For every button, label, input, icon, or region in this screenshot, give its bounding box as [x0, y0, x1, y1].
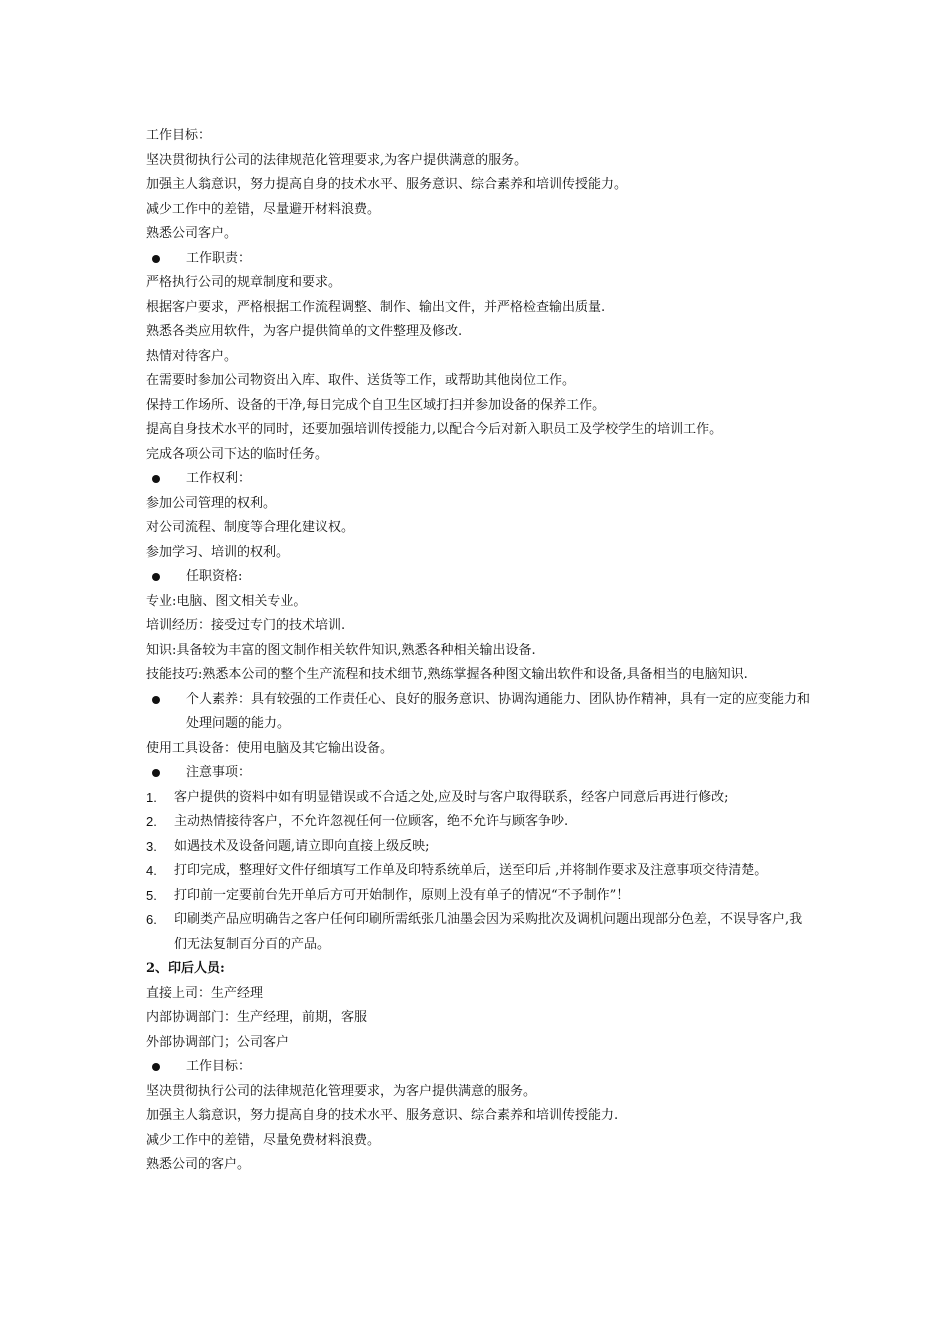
note-item — [146, 908, 814, 957]
note-text: 印刷类产品应明确告之客户任何印刷所需纸张几油墨会因为采购批次及调机问题出现部分色差，不误导客户,我们无法复制百分百的产品。 — [174, 912, 803, 952]
qualification-line: 技能技巧:熟悉本公司的整个生产流程和技术细节,熟练掌握各种图文输出软件和设备,具备相当的电脑知识. — [146, 667, 748, 682]
qualification-line: 培训经历：接受过专门的技术培训. — [146, 618, 346, 633]
bullet-dot-icon — [152, 696, 160, 704]
goals-heading-2 — [146, 1055, 814, 1080]
goal-line: 加强主人翁意识，努力提高自身的技术水平、服务意识、综合素养和培训传授能力。 — [146, 177, 628, 192]
note-number: 6. — [146, 912, 157, 927]
duty-line: 保持工作场所、设备的干净,每日完成个自卫生区域打扫并参加设备的保养工作。 — [146, 397, 606, 413]
qualification-line: 知识:具备较为丰富的图文制作相关软件知识,熟悉各种相关输出设备. — [146, 642, 536, 658]
goals-heading-2-text: 工作目标： — [186, 1059, 252, 1074]
goal-line: 减少工作中的差错，尽量免费材料浪费。 — [146, 1132, 381, 1148]
duty-line: 热情对待客户。 — [146, 348, 238, 364]
note-number: 5. — [146, 887, 157, 903]
note-text: 如遇技术及设备问题,请立即向直接上级反映; — [174, 838, 430, 854]
bullet-dot-icon — [152, 769, 160, 777]
note-item — [146, 810, 814, 835]
rights-heading — [146, 467, 814, 492]
duty-line: 完成各项公司下达的临时任务。 — [146, 446, 329, 462]
duty-line: 熟悉各类应用软件，为客户提供简单的文件整理及修改. — [146, 324, 463, 339]
duty-line: 提高自身技术水平的同时，还要加强培训传授能力,以配合今后对新入职员工及学校学生的培训工作。 — [146, 422, 723, 437]
duty-line: 在需要时参加公司物资出入库、取件、送货等工作，或帮助其他岗位工作。 — [146, 373, 576, 388]
personal-quality — [146, 688, 814, 737]
note-number: 2. — [146, 814, 157, 829]
duties-heading — [146, 247, 814, 272]
document-page — [146, 124, 814, 1178]
goal-line: 熟悉公司的客户。 — [146, 1157, 251, 1172]
duties-heading-text: 工作职责： — [186, 250, 252, 266]
bullet-dot-icon — [152, 1063, 160, 1071]
note-text: 打印前一定要前台先开单后方可开始制作，原则上没有单子的情况“不予制作”！ — [174, 887, 630, 903]
personal-quality-text: 个人素养：具有较强的工作责任心、良好的服务意识、协调沟通能力、团队协作精神，具有一定的应变能力和处理问题的能力。 — [186, 691, 811, 731]
note-item — [146, 859, 814, 884]
goal-line: 加强主人翁意识，努力提高自身的技术水平、服务意识、综合素养和培训传授能力. — [146, 1108, 619, 1123]
goals-heading: 工作目标： — [146, 128, 212, 143]
note-item — [146, 786, 814, 811]
supervisor-line: 直接上司：生产经理 — [146, 985, 264, 1001]
bullet-dot-icon — [152, 255, 160, 263]
right-line: 参加学习、培训的权利。 — [146, 544, 290, 560]
bullet-dot-icon — [152, 475, 160, 483]
right-line: 参加公司管理的权利。 — [146, 495, 277, 511]
notes-heading-text: 注意事项： — [186, 765, 252, 780]
note-item — [146, 884, 814, 909]
note-item — [146, 835, 814, 860]
right-line: 对公司流程、制度等合理化建议权。 — [146, 520, 355, 535]
duty-line: 根据客户要求，严格根据工作流程调整、制作、输出文件，并严格检查输出质量. — [146, 299, 606, 315]
qualifications-heading-text: 任职资格: — [186, 569, 243, 584]
bullet-dot-icon — [152, 573, 160, 581]
note-text: 客户提供的资料中如有明显错误或不合适之处,应及时与客户取得联系，经客户同意后再进行修改; — [174, 789, 729, 805]
note-number: 1. — [146, 789, 157, 805]
note-text: 打印完成，整理好文件仔细填写工作单及印特系统单后，送至印后 ,并将制作要求及注意事项交待清楚。 — [174, 863, 768, 878]
duty-line: 严格执行公司的规章制度和要求。 — [146, 275, 342, 290]
goal-line: 减少工作中的差错，尽量避开材料浪费。 — [146, 201, 381, 217]
internal-dept-line: 内部协调部门：生产经理，前期，客服 — [146, 1010, 368, 1025]
goal-line: 坚决贯彻执行公司的法律规范化管理要求,为客户提供满意的服务。 — [146, 152, 528, 168]
note-number: 4. — [146, 863, 157, 878]
section-title: 2、印后人员: — [146, 961, 225, 976]
external-dept-line: 外部协调部门；公司客户 — [146, 1034, 290, 1050]
tools-line: 使用工具设备：使用电脑及其它输出设备。 — [146, 740, 394, 756]
goal-line: 坚决贯彻执行公司的法律规范化管理要求，为客户提供满意的服务。 — [146, 1083, 537, 1099]
qualification-line: 专业:电脑、图文相关专业。 — [146, 593, 307, 609]
note-number: 3. — [146, 838, 157, 854]
goal-line: 熟悉公司客户。 — [146, 226, 238, 241]
notes-heading — [146, 761, 814, 786]
note-text: 主动热情接待客户，不允许忽视任何一位顾客，绝不允许与顾客争吵. — [174, 814, 569, 829]
qualifications-heading — [146, 565, 814, 590]
rights-heading-text: 工作权利： — [186, 471, 252, 486]
